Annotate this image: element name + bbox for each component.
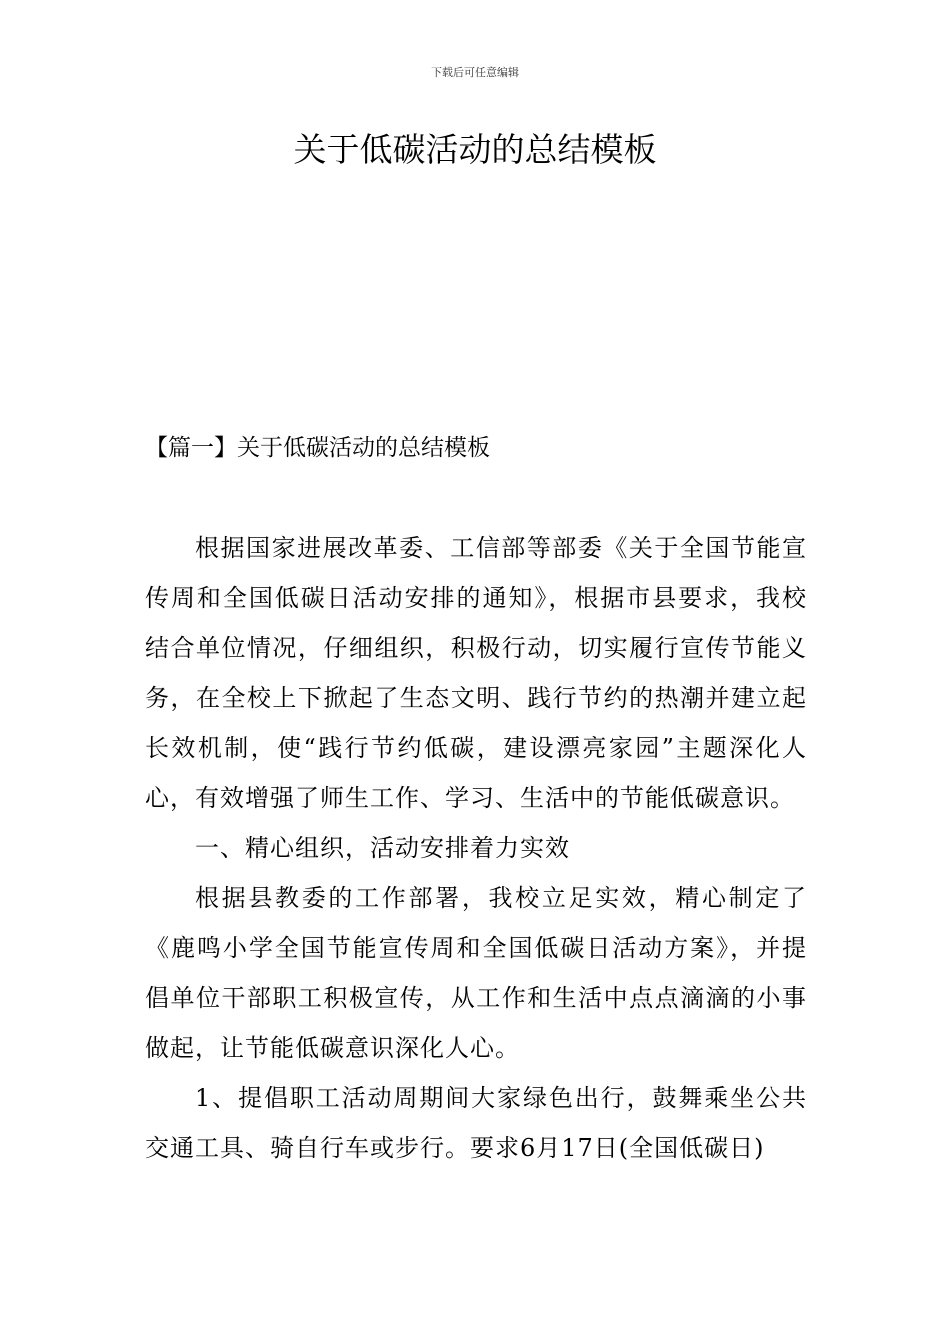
paragraph-intro: 根据国家进展改革委、工信部等部委《关于全国节能宣传周和全国低碳日活动安排的通知》，根据市县要求，我校结合单位情况，仔细组织，积极行动，切实履行宣传节能义务，在全校上下掀起了生态文明、践行节约的热潮并建立起长效机制，使“践行节约低碳，建设漂亮家园”主题深化人心，有效增强了师生工作、学习、生活中的节能低碳意识。 (145, 534, 807, 812)
paragraph-plan: 根据县教委的工作部署，我校立足实效，精心制定了《鹿鸣小学全国节能宣传周和全国低碳日活动方案》，并提倡单位干部职工积极宣传，从工作和生活中点点滴滴的小事做起，让节能低碳意识深化人心。 (145, 884, 807, 1062)
paragraph-heading-one: 一、精心组织，活动安排着力实效 (195, 834, 570, 862)
section-heading: 【篇一】关于低碳活动的总结模板 (145, 435, 490, 461)
document-body (145, 523, 807, 1173)
document-title: 关于低碳活动的总结模板 (293, 130, 657, 169)
paragraph-item-one: 1、提倡职工活动周期间大家绿色出行，鼓舞乘坐公共交通工具、骑自行车或步行。要求6月17日(全国低碳日) (145, 1084, 807, 1162)
header-note: 下载后可任意编辑 (431, 66, 519, 79)
